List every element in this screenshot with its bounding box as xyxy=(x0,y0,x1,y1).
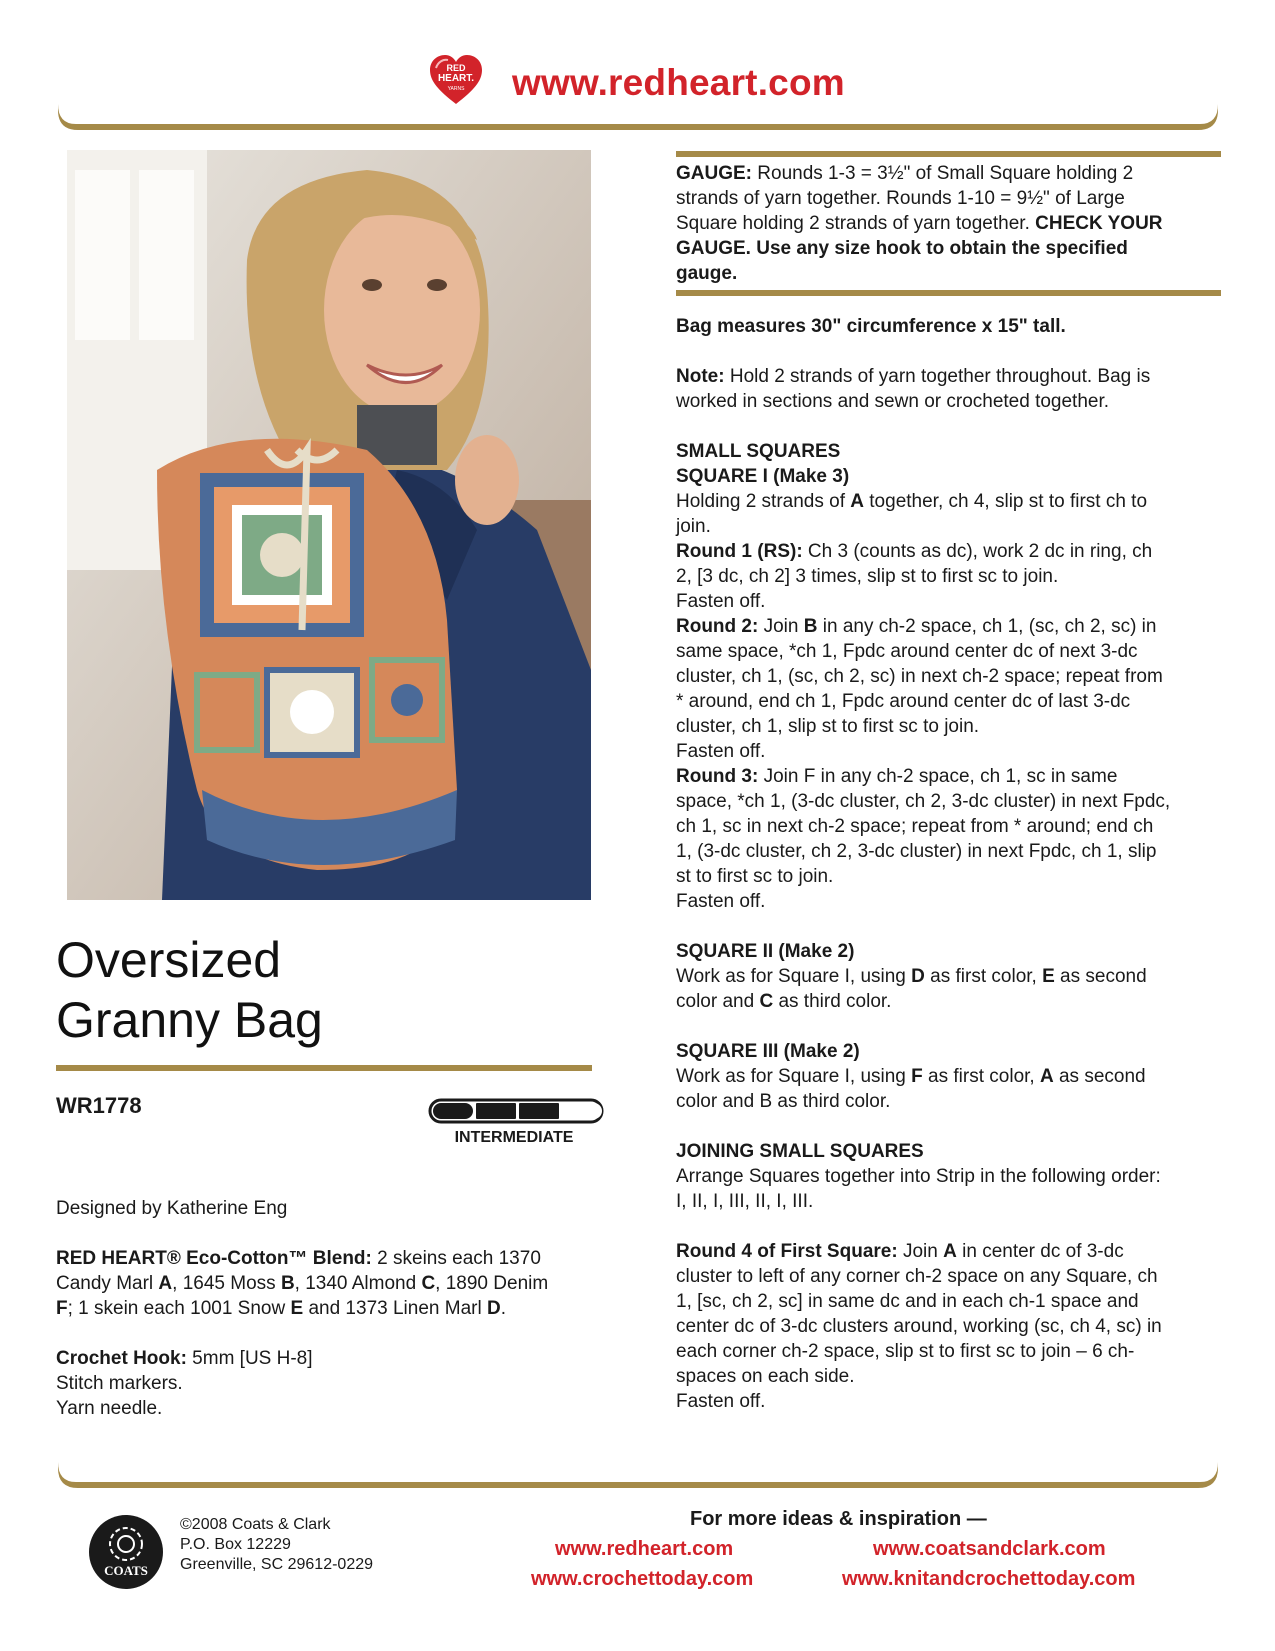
yarn-list xyxy=(56,1246,616,1321)
yarn-text: 2 skeins each 1370 xyxy=(371,1248,541,1269)
logo-text-red: RED xyxy=(446,63,466,73)
skill-level-label: INTERMEDIATE xyxy=(454,1129,574,1146)
hook-value: 5mm [US H-8] xyxy=(186,1348,313,1369)
logo-text-yarns: YARNS xyxy=(447,86,465,92)
color-code: B xyxy=(803,616,818,637)
note-text: worked in sections and sewn or crocheted together. xyxy=(676,391,1110,412)
fasten-off: Fasten off. xyxy=(676,1391,766,1412)
skill-segment-filled xyxy=(519,1103,559,1119)
step-text: in center dc of 3-dc xyxy=(956,1241,1124,1262)
gauge-text: Rounds 1-3 = 3½" of Small Square holding 2 xyxy=(752,163,1134,184)
coats-logo-text: COATS xyxy=(104,1563,148,1578)
step-text: 1, (3-dc cluster, ch 2, 3-dc cluster) in next Fpdc, ch 1, slip xyxy=(676,841,1157,862)
color-code: F xyxy=(56,1298,68,1319)
section-heading: SQUARE I (Make 3) xyxy=(676,466,850,487)
step-text: spaces on each side. xyxy=(676,1366,855,1387)
color-code: B xyxy=(280,1273,295,1294)
section-heading: SQUARE III (Make 2) xyxy=(676,1041,860,1062)
yarn-text: , 1890 Denim xyxy=(435,1273,549,1294)
materials-section xyxy=(56,1196,616,1446)
skill-segment-empty xyxy=(562,1103,602,1119)
more-ideas-heading: For more ideas & inspiration — xyxy=(690,1508,987,1530)
step-text: Work as for Square I, using xyxy=(676,966,912,987)
footer-link-crochettoday[interactable]: www.crochettoday.com xyxy=(531,1568,754,1590)
step-text: 1, [sc, ch 2, sc] in same dc and in each ch-1 space and xyxy=(676,1291,1139,1312)
header-rule xyxy=(58,104,1218,130)
color-code: A xyxy=(158,1273,173,1294)
step-text: color and B as third color. xyxy=(676,1091,891,1112)
round-label: Round 1 (RS): xyxy=(676,541,803,562)
fasten-off: Fasten off. xyxy=(676,741,766,762)
yarn-label: RED HEART® Eco-Cotton™ Blend: xyxy=(56,1248,372,1269)
step-text: cluster, ch 1, slip st to first sc to join. xyxy=(676,716,980,737)
pattern-number: WR1778 xyxy=(56,1093,142,1118)
yarn-text: , 1340 Almond xyxy=(294,1273,422,1294)
step-text: space, *ch 1, (3-dc cluster, ch 2, 3-dc cluster) in next Fpdc, xyxy=(676,791,1171,812)
yarn-needle: Yarn needle. xyxy=(56,1398,163,1419)
title-line-1: Oversized xyxy=(56,932,282,988)
gauge-rule-top xyxy=(676,151,1221,157)
footer-link-coatsandclark[interactable]: www.coatsandclark.com xyxy=(873,1538,1106,1560)
tools-list xyxy=(56,1346,616,1421)
step-text: Join F in any ch-2 space, ch 1, sc in same xyxy=(758,766,1118,787)
yarn-text: Candy Marl xyxy=(56,1273,159,1294)
footer-rule xyxy=(58,1462,1218,1488)
skill-level-indicator xyxy=(428,1098,604,1150)
step-text: same space, *ch 1, Fpdc around center dc of next 3-dc xyxy=(676,641,1138,662)
gauge-text: strands of yarn together. Rounds 1-10 = 9½" of Large xyxy=(676,188,1125,209)
product-photo xyxy=(67,150,591,900)
color-code: C xyxy=(759,991,774,1012)
round-label: Round 2: xyxy=(676,616,759,637)
step-text: center dc of 3-dc clusters around, working (sc, ch 4, sc) in xyxy=(676,1316,1162,1337)
step-text: Join xyxy=(758,616,804,637)
step-text: I, II, I, III, II, I, III. xyxy=(676,1191,814,1212)
yarn-text: . xyxy=(500,1298,506,1319)
gauge-label: GAUGE: xyxy=(676,163,752,184)
yarn-text: ; 1 skein each 1001 Snow xyxy=(67,1298,291,1319)
step-text: join. xyxy=(676,516,711,537)
section-heading: JOINING SMALL SQUARES xyxy=(676,1141,924,1162)
color-code: F xyxy=(911,1066,923,1087)
skill-segment-filled xyxy=(433,1103,473,1119)
stitch-markers: Stitch markers. xyxy=(56,1373,183,1394)
fasten-off: Fasten off. xyxy=(676,591,766,612)
color-code: D xyxy=(486,1298,501,1319)
copyright: ©2008 Coats & Clark xyxy=(180,1516,331,1533)
gauge-text: Square holding 2 strands of yarn together. xyxy=(676,213,1036,234)
gauge-check: GAUGE. Use any size hook to obtain the specified xyxy=(676,238,1128,259)
note-text: Hold 2 strands of yarn together throughout. Bag is xyxy=(724,366,1151,387)
site-url-link[interactable]: www.redheart.com xyxy=(512,62,845,103)
step-text: as first color, xyxy=(922,1066,1040,1087)
section-heading: SMALL SQUARES xyxy=(676,441,841,462)
step-text: Join xyxy=(897,1241,944,1262)
designer-credit: Designed by Katherine Eng xyxy=(56,1198,288,1219)
step-text: color and xyxy=(676,991,760,1012)
color-code: E xyxy=(290,1298,304,1319)
logo-text-heart: HEART. xyxy=(437,73,475,84)
red-heart-logo[interactable] xyxy=(428,54,484,106)
step-text: ch 1, sc in next ch-2 space; repeat from * around; end ch xyxy=(676,816,1154,837)
step-text: as second xyxy=(1054,966,1147,987)
color-code: E xyxy=(1042,966,1055,987)
color-code: A xyxy=(943,1241,957,1262)
pattern-title xyxy=(56,930,576,1050)
color-code: A xyxy=(1039,1066,1054,1087)
title-rule xyxy=(56,1065,592,1071)
step-text: Holding 2 strands of xyxy=(676,491,851,512)
step-text: in any ch-2 space, ch 1, (sc, ch 2, sc) in xyxy=(817,616,1157,637)
gauge-check: gauge. xyxy=(676,263,738,284)
step-text: together, ch 4, slip st to first ch to xyxy=(864,491,1148,512)
step-text: cluster, ch 1, (sc, ch 2, sc) in next ch-2 space; repeat from xyxy=(676,666,1163,687)
gauge-check: CHECK YOUR xyxy=(1035,213,1163,234)
footer-link-redheart[interactable]: www.redheart.com xyxy=(555,1538,734,1560)
hook-label: Crochet Hook: xyxy=(56,1348,187,1369)
step-text: each corner ch-2 space, slip st to first sc to join – 6 ch- xyxy=(676,1341,1135,1362)
fasten-off: Fasten off. xyxy=(676,891,766,912)
color-code: C xyxy=(421,1273,436,1294)
step-text: 2, [3 dc, ch 2] 3 times, slip st to first sc to join. xyxy=(676,566,1059,587)
step-text: * around, end ch 1, Fpdc around center dc of last 3-dc xyxy=(676,691,1131,712)
step-text: Work as for Square I, using xyxy=(676,1066,912,1087)
step-text: as second xyxy=(1053,1066,1146,1087)
gauge-section xyxy=(676,161,1221,286)
instructions xyxy=(676,314,1221,1414)
skill-segment-filled xyxy=(476,1103,516,1119)
bag-measures: Bag measures 30" circumference x 15" tall. xyxy=(676,316,1066,337)
publisher-address xyxy=(180,1515,373,1575)
title-line-2: Granny Bag xyxy=(56,992,323,1048)
yarn-text: , 1645 Moss xyxy=(172,1273,281,1294)
color-code: A xyxy=(850,491,864,512)
step-text: Arrange Squares together into Strip in the following order: xyxy=(676,1166,1161,1187)
color-code: D xyxy=(911,966,925,987)
round-label: Round 3: xyxy=(676,766,759,787)
footer-link-knitandcrochettoday[interactable]: www.knitandcrochettoday.com xyxy=(842,1568,1136,1590)
city-line: Greenville, SC 29612-0229 xyxy=(180,1556,374,1573)
step-text: as first color, xyxy=(924,966,1043,987)
note-label: Note: xyxy=(676,366,725,387)
yarn-text: and 1373 Linen Marl xyxy=(303,1298,487,1319)
round-label: Round 4 of First Square: xyxy=(676,1241,898,1262)
coats-logo[interactable] xyxy=(88,1514,164,1590)
gauge-rule-bottom xyxy=(676,290,1221,296)
step-text: Ch 3 (counts as dc), work 2 dc in ring, ch xyxy=(802,541,1153,562)
step-text: as third color. xyxy=(773,991,892,1012)
step-text: cluster to left of any corner ch-2 space on any Square, ch xyxy=(676,1266,1158,1287)
po-box: P.O. Box 12229 xyxy=(180,1536,291,1553)
step-text: st to first sc to join. xyxy=(676,866,834,887)
section-heading: SQUARE II (Make 2) xyxy=(676,941,855,962)
